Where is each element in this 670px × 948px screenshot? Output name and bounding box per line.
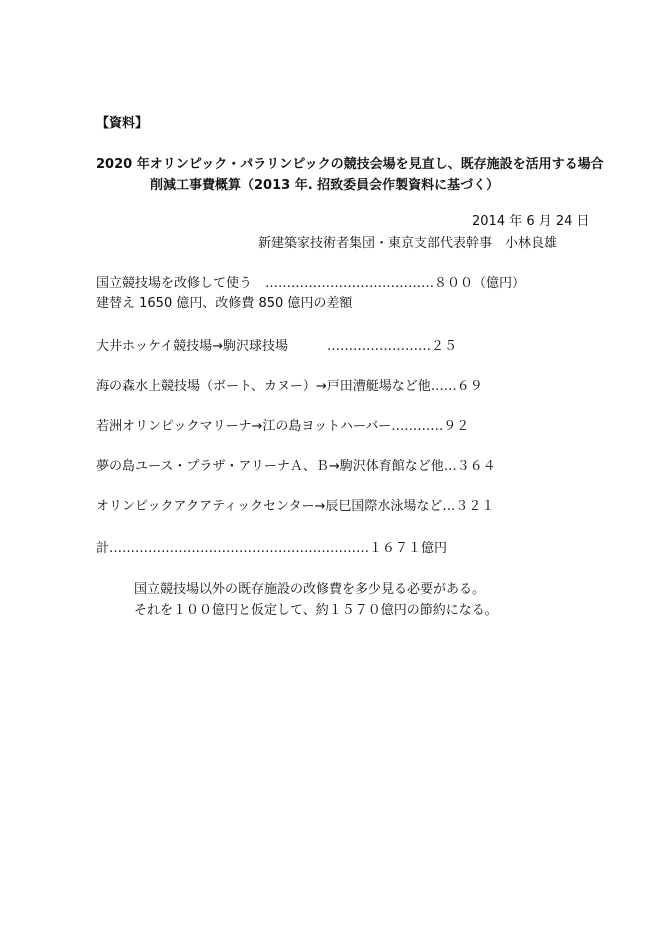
- title-line-2: 削減工事費概算（2013 年. 招致委員会作製資料に基づく）: [150, 178, 500, 193]
- item-oi-hockey: 大井ホッケイ競技場→駒沢球技場 ……………………２５: [96, 339, 457, 354]
- item-national-stadium: 国立競技場を改修して使う …………………………………８００（億円）: [96, 276, 526, 291]
- date: 2014 年 6 月 24 日: [472, 214, 590, 229]
- note-line-1: 国立競技場以外の既存施設の改修費を多少見る必要がある。: [134, 582, 486, 597]
- item-aquatics-center: オリンピックアクアティックセンター→辰巳国際水泳場など…３２１: [96, 499, 495, 514]
- item-yumenoshima: 夢の島ユース・プラザ・アリーナＡ、Ｂ→駒沢体育館など他…３６４: [96, 459, 496, 474]
- note-line-2: それを１００億円と仮定して、約１５７０億円の節約になる。: [134, 603, 498, 618]
- item-wakasu-marina: 若洲オリンピックマリーナ→江の島ヨットハーバー…………９２: [96, 419, 470, 434]
- heading: 【資料】: [96, 116, 149, 131]
- title-line-1: 2020 年オリンピック・パラリンピックの競技会場を見直し、既存施設を活用する場合: [96, 157, 604, 172]
- item-sea-forest: 海の森水上競技場（ボート、カヌー）→戸田漕艇場など他……６９: [96, 379, 483, 394]
- author: 新建築家技術者集団・東京支部代表幹事 小林良雄: [258, 236, 558, 251]
- total-line: 計……………………………………………………１６７１億円: [96, 541, 448, 556]
- item-national-stadium-note: 建替え 1650 億円、改修費 850 億円の差額: [96, 296, 353, 311]
